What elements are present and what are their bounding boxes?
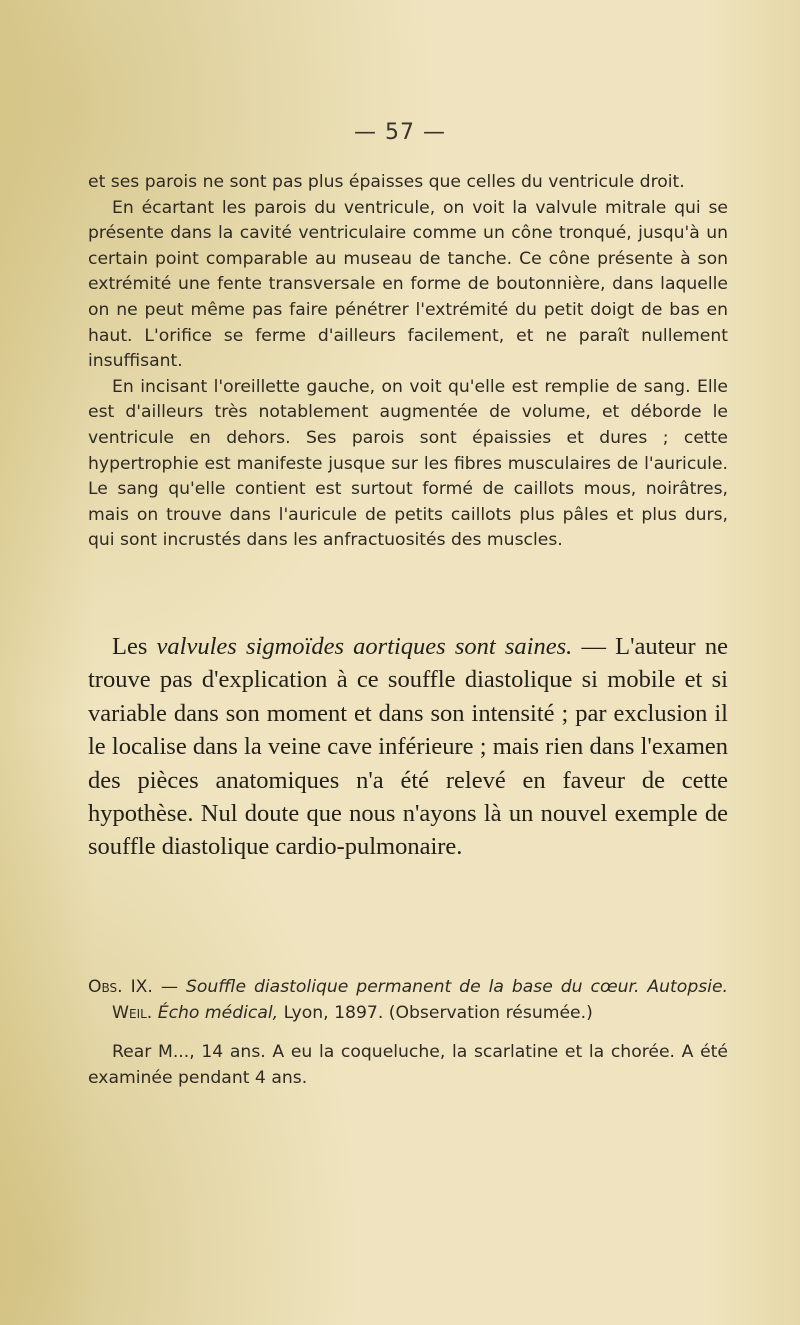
author-commentary bbox=[88, 630, 728, 864]
page-number: — 57 — bbox=[354, 120, 446, 145]
paragraph-commentary bbox=[88, 630, 728, 864]
paragraph-continuation: et ses parois ne sont pas plus épaisses que celles du ventricule droit. bbox=[88, 172, 685, 192]
observation-author: Weil. bbox=[112, 1002, 153, 1023]
observation-details: Lyon, 1897. (Observation résumée.) bbox=[278, 1002, 593, 1023]
observation-heading bbox=[88, 975, 728, 1026]
commentary-rest: — L'auteur ne trouve pas d'explication à ce souffle diastolique si mobile et si variable dans son moment et dans son intensité ; par exclusion il le localise dans la veine cave inférieure ; mais rien dans l'examen des pièces anatomiques n'a été relevé en faveur de cette hypothèse. Nul doute que nous n'ayons là un nouvel exemple de souffle diastolique cardio-pulmonaire. bbox=[88, 633, 729, 861]
observation-block bbox=[88, 975, 728, 1091]
observation-case: Rear M..., 14 ans. A eu la coqueluche, la scarlatine et la chorée. A été examinée pendant 4 ans. bbox=[88, 1042, 728, 1088]
autopsy-description bbox=[88, 170, 728, 554]
paragraph-left-atrium: En incisant l'oreillette gauche, on voit qu'elle est remplie de sang. Elle est d'ailleurs très notablement augmentée de volume, et déborde le ventricule en dehors. Ses parois sont épaissies et dures ; cette hypertrophie est manifeste jusque sur les fibres musculaires de l'auricule. Le sang qu'elle contient est surtout formé de caillots mous, noirâtres, mais on trouve dans l'auricule de petits caillots plus pâles et plus durs, qui sont incrustés dans les anfractuosités des muscles. bbox=[88, 376, 728, 551]
paragraph-mitral-valve: En écartant les parois du ventricule, on voit la valvule mitrale qui se présente dans la cavité ventriculaire comme un cône tronqué, jusqu'à un certain point comparable au museau de tanche. Ce cône présente à son extrémité une fente transversale en forme de boutonnière, dans laquelle on ne peut même pas faire pénétrer l'extrémité du petit doigt de bas en haut. L'orifice se ferme d'ailleurs facilement, et ne paraît nullement insuffisant. bbox=[88, 197, 728, 372]
observation-dash: — bbox=[152, 977, 186, 997]
observation-label: Obs. IX. bbox=[88, 977, 153, 997]
observation-journal: Écho médical, bbox=[152, 1002, 279, 1023]
observation-title: Souffle diastolique permanent de la base du cœur. Autopsie. bbox=[185, 977, 728, 997]
commentary-lead: Les bbox=[112, 633, 157, 660]
commentary-italic: valvules sigmoïdes aortiques sont saines. bbox=[156, 633, 573, 660]
